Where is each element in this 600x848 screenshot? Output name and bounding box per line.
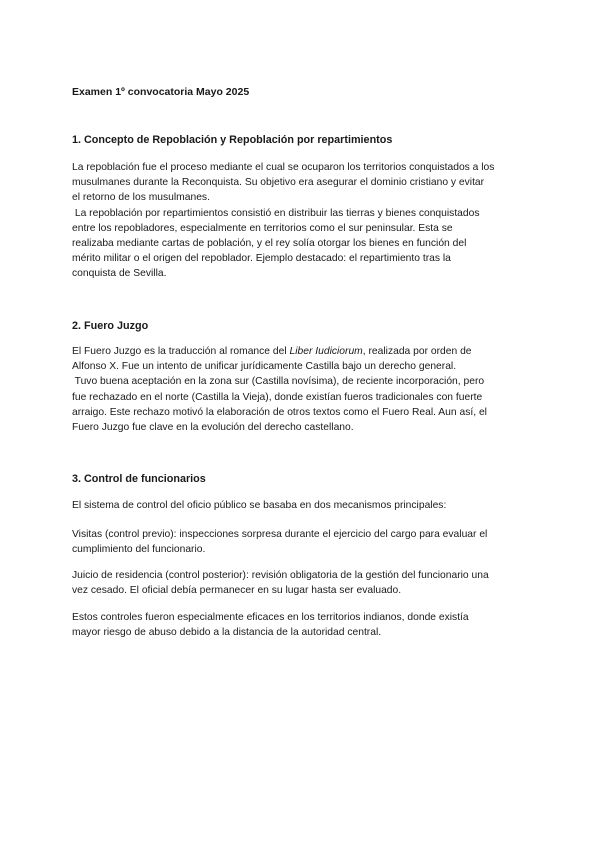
paragraph-repoblacion (72, 160, 538, 282)
liber-iudiciorum-italic: Liber Iudiciorum (289, 346, 363, 357)
paragraph-fuero-juzgo (72, 344, 538, 435)
text-line: Fuero Juzgo fue clave en la evolución del derecho castellano. (72, 422, 354, 434)
text-line: Juicio de residencia (control posterior): revisión obligatoria de la gestión del funcionario una (72, 570, 489, 581)
text-line: Tuvo buena aceptación en la zona sur (Castilla novísima), de reciente incorporación, pero (72, 376, 485, 388)
paragraph-conclusion (72, 610, 538, 640)
text-line: El sistema de control del oficio público se basaba en dos mecanismos principales: (72, 500, 447, 511)
text-line: vez cesado. El oficial debía permanecer en su lugar hasta ser evaluado. (72, 585, 402, 597)
text-line: Visitas (control previo): inspecciones sorpresa durante el ejercicio del cargo para evaluar el (72, 529, 488, 540)
section-heading-fuero-juzgo: 2. Fuero Juzgo (72, 320, 149, 332)
text-line: arraigo. Este rechazo motivó la elaboración de otros textos como el Fuero Real. Aun así, el (72, 406, 487, 418)
section-heading-control-funcionarios: 3. Control de funcionarios (72, 473, 206, 485)
text-line: cumplimiento del funcionario. (72, 544, 206, 556)
document-title: Examen 1º convocatoria Mayo 2025 (72, 86, 250, 98)
section-heading-repoblacion: 1. Concepto de Repoblación y Repoblación por repartimientos (72, 134, 393, 146)
text-line: fue rechazado en el norte (Castilla la Vieja), donde existían fueros tradicionales con fuerte (72, 391, 483, 403)
paragraph-visitas (72, 527, 538, 557)
text-line: entre los repobladores, especialmente en territorios como el sur peninsular. Esta se (72, 222, 453, 234)
text-line: realizaba mediante cartas de población, y el rey solía otorgar los bienes en función del (72, 238, 467, 250)
text-line: La repoblación fue el proceso mediante el cual se ocuparon los territorios conquistados a los (72, 162, 495, 173)
paragraph-control-intro (72, 498, 538, 513)
text-line: musulmanes durante la Reconquista. Su objetivo era asegurar el dominio cristiano y evitar (72, 177, 485, 189)
text-line: mérito militar o el origen del repoblador. Ejemplo destacado: el repartimiento tras la (72, 253, 451, 265)
text-line: La repoblación por repartimientos consistió en distribuir las tierras y bienes conquistados (72, 207, 480, 219)
text-fragment: , realizada por orden de (362, 346, 472, 357)
text-line: conquista de Sevilla. (72, 268, 167, 280)
text-line: mayor riesgo de abuso debido a la distancia de la autoridad central. (72, 627, 382, 639)
paragraph-juicio-residencia (72, 568, 538, 598)
text-line (72, 344, 538, 359)
text-line: el retorno de los musulmanes. (72, 192, 210, 204)
text-line: Estos controles fueron especialmente eficaces en los territorios indianos, donde existía (72, 612, 469, 623)
text-line: Alfonso X. Fue un intento de unificar jurídicamente Castilla bajo un derecho general. (72, 361, 457, 373)
text-fragment: El Fuero Juzgo es la traducción al romance del (72, 346, 290, 357)
